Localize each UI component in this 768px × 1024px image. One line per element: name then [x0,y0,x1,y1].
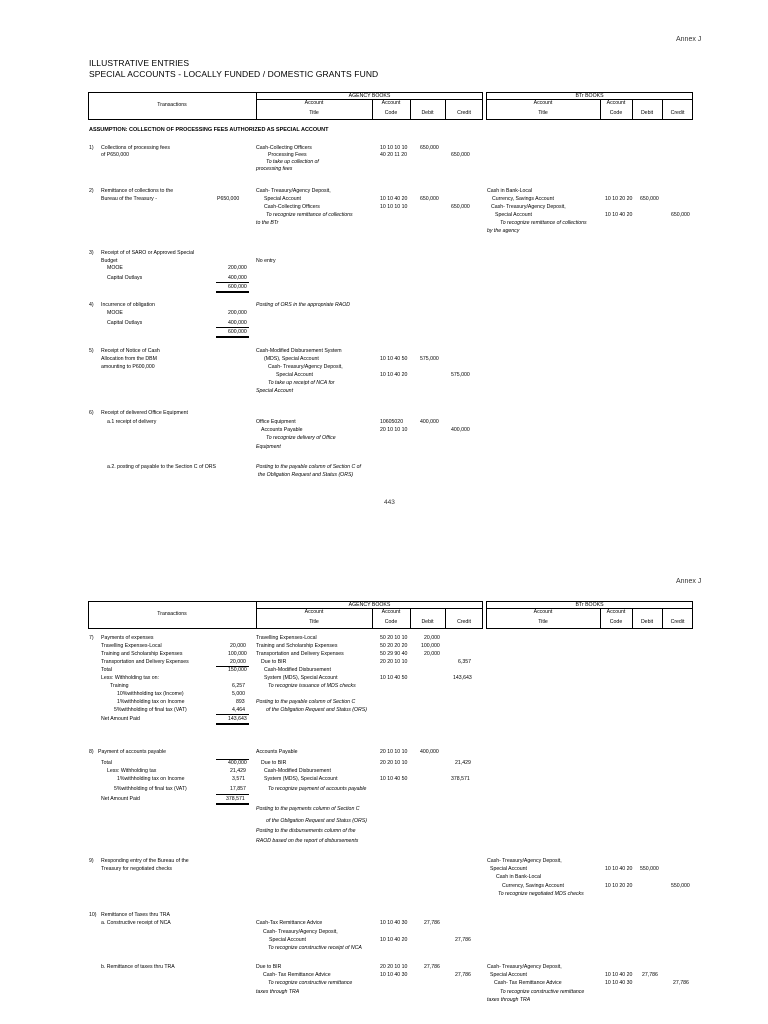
col-transactions: Transactions [157,611,187,617]
col-account: Account [304,100,324,106]
page-number: 443 [384,499,395,506]
col-account: Account [381,609,401,615]
col-agency-books: AGENCY BOOKS [348,602,391,608]
col-title: Title [538,619,548,625]
col-title: Title [538,110,548,116]
col-code: Code [609,619,623,625]
col-account: Account [606,609,626,615]
col-credit: Credit [457,110,471,116]
col-credit: Credit [670,110,685,116]
col-code: Code [384,619,398,625]
document-subtitle: SPECIAL ACCOUNTS - LOCALLY FUNDED / DOMESTIC GRANTS FUND [89,69,379,79]
col-debit: Debit [640,110,654,116]
assumption-text: ASSUMPTION: COLLECTION OF PROCESSING FEES AUTHORIZED AS SPECIAL ACCOUNT [89,127,329,133]
annex-label: Annex J [676,578,702,585]
col-btr-books: BTr BOOKS [575,93,604,99]
col-title: Title [309,110,319,116]
col-credit: Credit [457,619,471,625]
col-account: Account [606,100,626,106]
col-account: Account [533,609,553,615]
col-code: Code [384,110,398,116]
annex-label: Annex J [676,36,702,43]
col-title: Title [309,619,319,625]
col-account: Account [533,100,553,106]
col-credit: Credit [670,619,685,625]
col-code: Code [609,110,623,116]
col-btr-books: BTr BOOKS [575,602,604,608]
col-transactions: Transactions [157,102,187,108]
col-debit: Debit [640,619,654,625]
col-account: Account [381,100,401,106]
col-debit: Debit [421,110,434,116]
col-account: Account [304,609,324,615]
col-agency-books: AGENCY BOOKS [348,93,391,99]
col-debit: Debit [421,619,434,625]
document-title: ILLUSTRATIVE ENTRIES [89,58,190,68]
